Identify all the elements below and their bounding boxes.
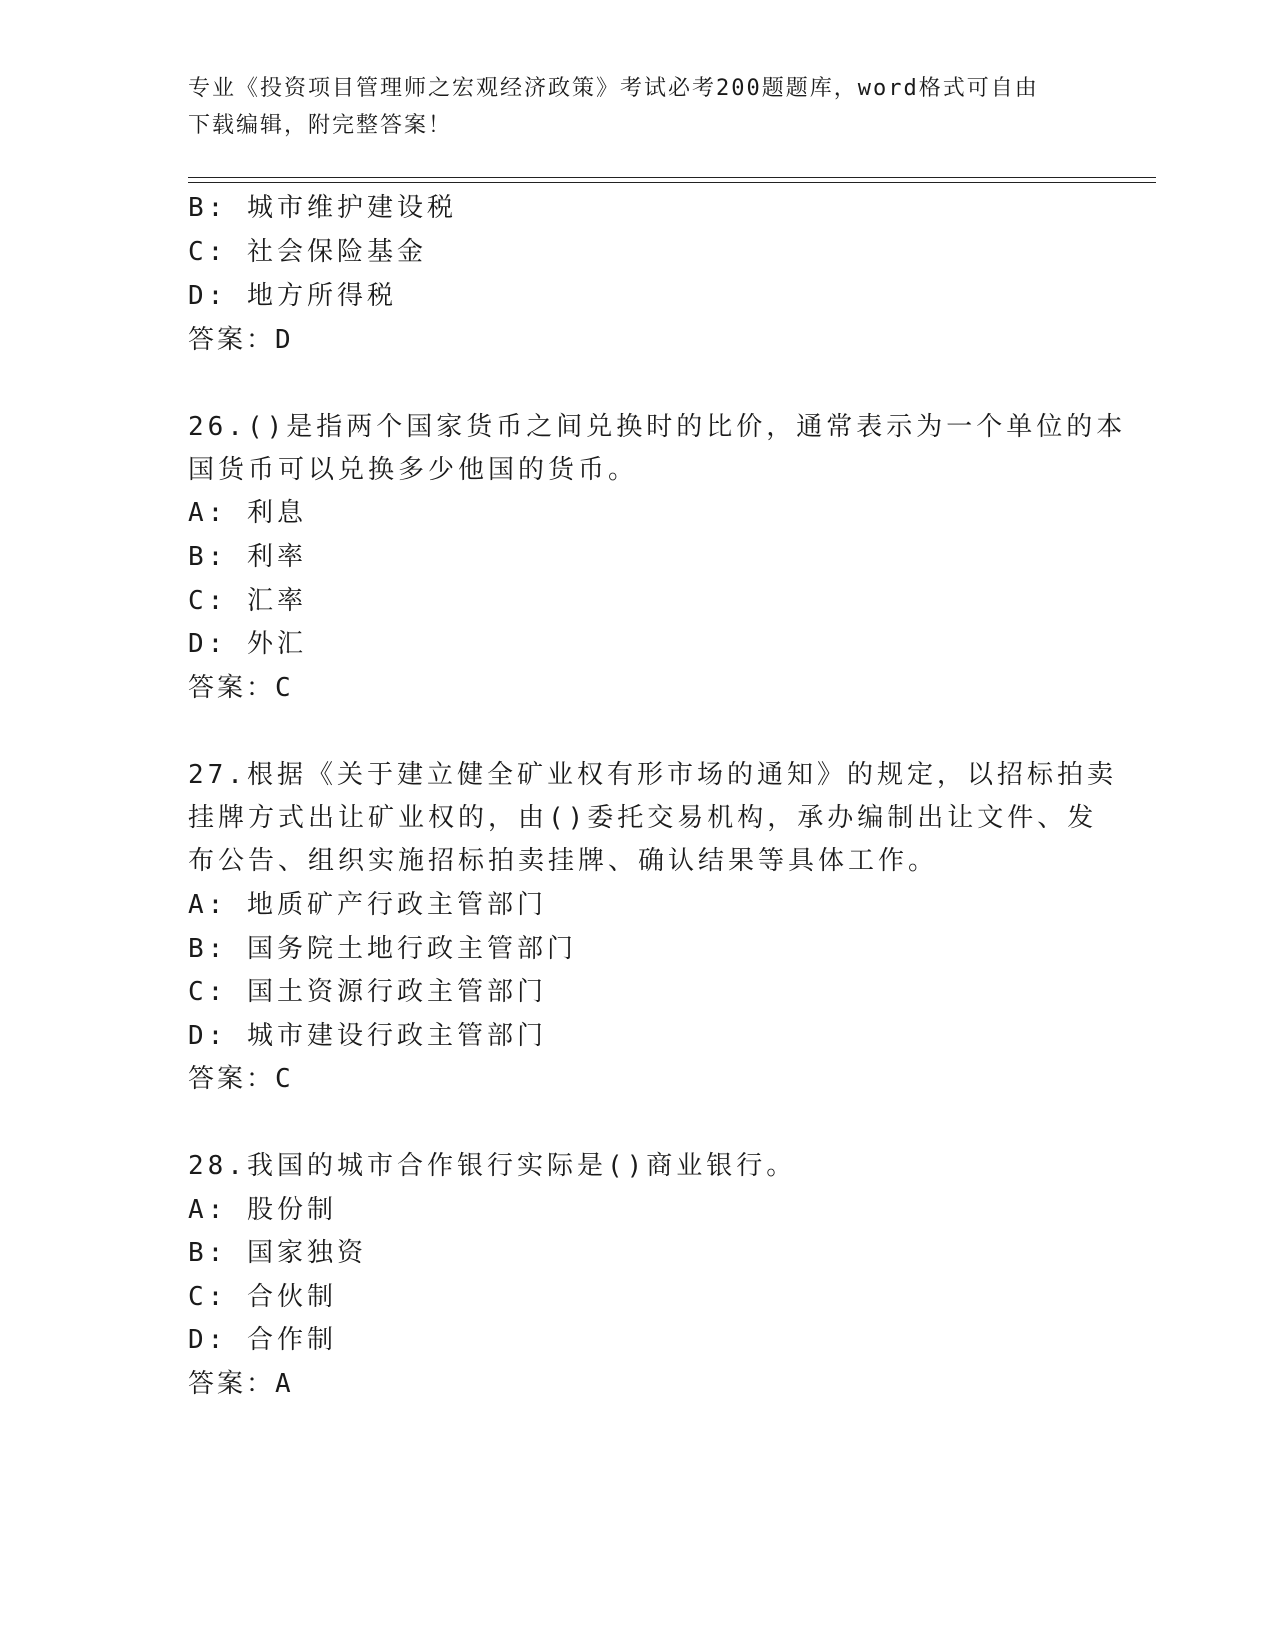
q26-option-a: A: 利息 bbox=[188, 498, 307, 528]
prev-option-b: B: 城市维护建设税 bbox=[188, 193, 457, 223]
q27-option-d: D: 城市建设行政主管部门 bbox=[188, 1021, 547, 1051]
document-header bbox=[188, 70, 1078, 144]
q26-answer: 答案：C bbox=[188, 673, 294, 703]
q27-option-b: B: 国务院土地行政主管部门 bbox=[188, 934, 577, 964]
q26-option-c: C: 汇率 bbox=[188, 586, 307, 616]
q26-stem-line-2: 国货币可以兑换多少他国的货币。 bbox=[188, 455, 639, 485]
q27-option-c: C: 国土资源行政主管部门 bbox=[188, 977, 547, 1007]
q28-option-c: C: 合伙制 bbox=[188, 1282, 337, 1312]
q28-option-a: A: 股份制 bbox=[188, 1195, 337, 1225]
q28-option-d: D: 合作制 bbox=[188, 1325, 337, 1355]
q28-stem-line-1: 28.我国的城市合作银行实际是()商业银行。 bbox=[188, 1151, 797, 1181]
q27-answer: 答案：C bbox=[188, 1064, 294, 1094]
prev-option-c: C: 社会保险基金 bbox=[188, 237, 427, 267]
header-line-2: 下载编辑，附完整答案！ bbox=[188, 113, 453, 138]
q27-option-a: A: 地质矿产行政主管部门 bbox=[188, 890, 547, 920]
q27-stem-line-3: 布公告、组织实施招标拍卖挂牌、确认结果等具体工作。 bbox=[188, 846, 939, 876]
prev-option-d: D: 地方所得税 bbox=[188, 281, 397, 311]
q28-answer: 答案：A bbox=[188, 1369, 294, 1399]
q28-option-b: B: 国家独资 bbox=[188, 1238, 367, 1268]
q26-option-d: D: 外汇 bbox=[188, 629, 307, 659]
q27-stem-line-2: 挂牌方式出让矿业权的，由()委托交易机构，承办编制出让文件、发 bbox=[188, 803, 1098, 833]
q26-option-b: B: 利率 bbox=[188, 542, 307, 572]
header-divider-bottom bbox=[188, 182, 1156, 183]
q27-stem-line-1: 27.根据《关于建立健全矿业权有形市场的通知》的规定，以招标拍卖 bbox=[188, 760, 1117, 790]
header-divider-top bbox=[188, 177, 1156, 178]
prev-answer: 答案：D bbox=[188, 325, 294, 355]
header-line-1: 专业《投资项目管理师之宏观经济政策》考试必考200题题库，word格式可自由 bbox=[188, 76, 1039, 101]
q26-stem-line-1: 26.()是指两个国家货币之间兑换时的比价，通常表示为一个单位的本 bbox=[188, 412, 1127, 442]
